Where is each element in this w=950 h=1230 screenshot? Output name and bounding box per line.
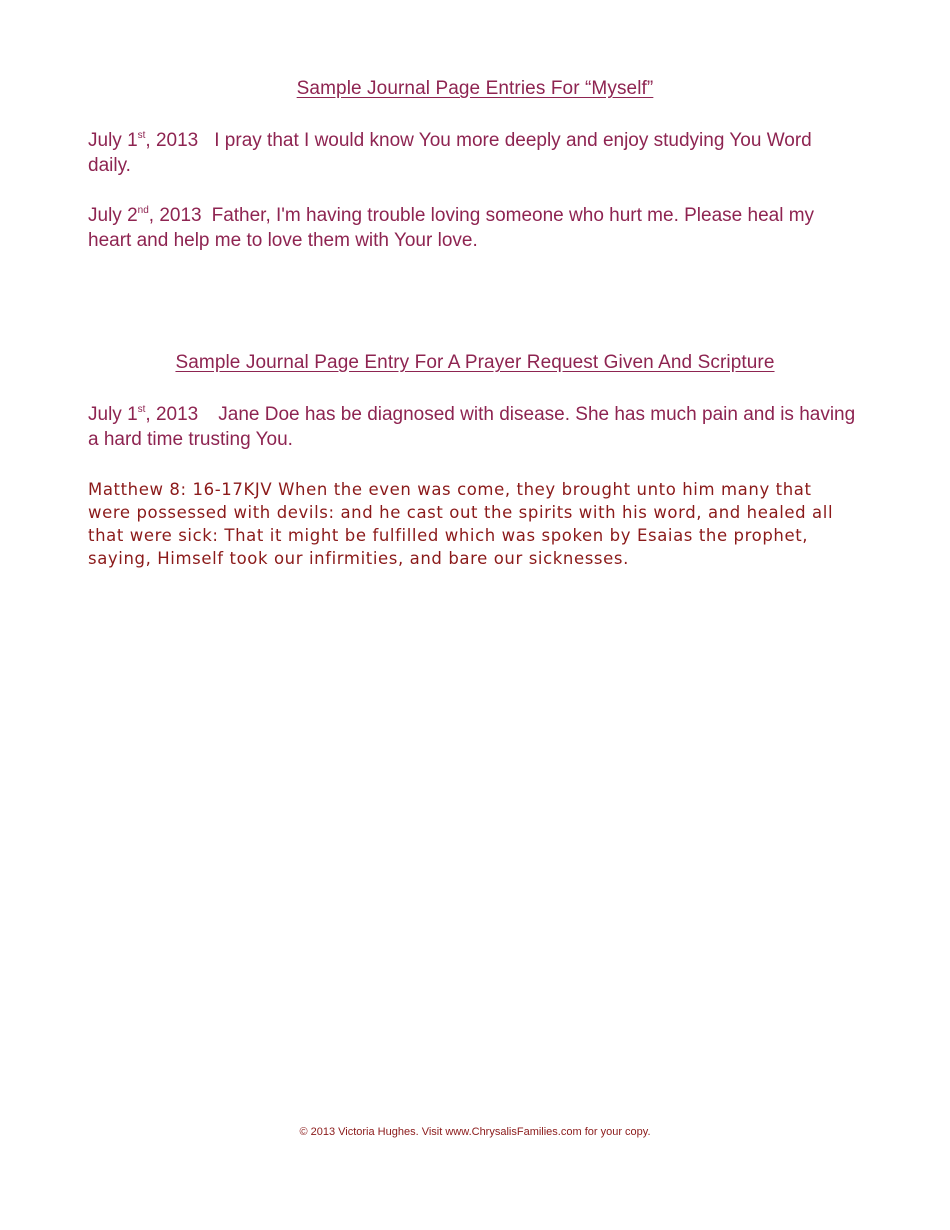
prayer-request-text: Jane Doe has be diagnosed with disease. She has much pain and is having a hard time trusting You. — [88, 404, 856, 450]
entry-2-date: July 2nd, 2013 — [88, 205, 202, 226]
journal-entry-1 — [88, 128, 858, 178]
section1-heading: Sample Journal Page Entries For “Myself” — [296, 78, 654, 99]
entry-1-text: I pray that I would know You more deeply and enjoy studying You Word daily. — [88, 130, 812, 176]
scripture-passage: Matthew 8: 16-17KJV When the even was come, they brought unto him many that were possessed with devils: and he cast out the spirits with his word, and healed all that were sick: That it might be fulfilled which was spoken by Esaias the prophet, saying, Himself took our infirmities, and bare our sicknesses. — [88, 480, 834, 568]
journal-entry-2 — [88, 203, 858, 253]
prayer-request-date: July 1st, 2013 — [88, 404, 199, 425]
entry-1-date: July 1st, 2013 — [88, 130, 199, 151]
entry-2-text: Father, I'm having trouble loving someone who hurt me. Please heal my heart and help me to love them with Your love. — [88, 205, 815, 251]
copyright-footer: © 2013 Victoria Hughes. Visit www.ChrysalisFamilies.com for your copy. — [299, 1126, 651, 1138]
prayer-request-entry — [88, 402, 858, 452]
section2-heading: Sample Journal Page Entry For A Prayer Request Given And Scripture — [175, 352, 775, 373]
